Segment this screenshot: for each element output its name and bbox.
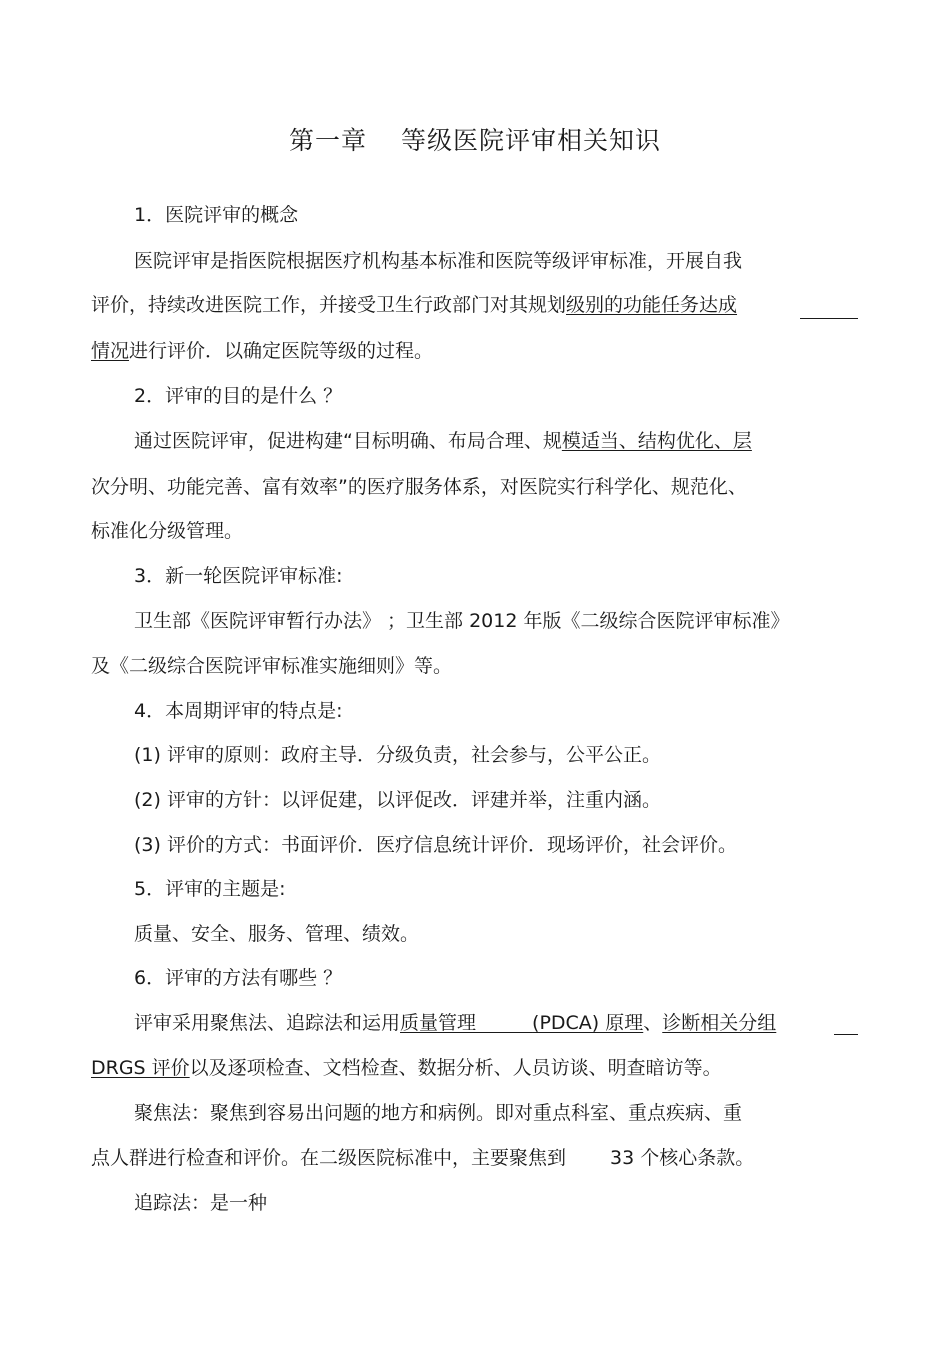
underline-rule <box>834 1034 858 1035</box>
underlined-text: 诊断相关分组 <box>662 1012 777 1034</box>
section-2-para-line-3: 标准化分级管理。 <box>91 520 244 542</box>
chapter-name: 等级医院评审相关知识 <box>401 126 662 155</box>
chapter-number: 第一章 <box>288 126 367 155</box>
section-1-heading: 1．医院评审的概念 <box>134 204 299 226</box>
section-5-para: 质量、安全、服务、管理、绩效。 <box>134 923 420 945</box>
underline-rule <box>800 318 858 319</box>
section-3-heading: 3．新一轮医院评审标准: <box>134 565 343 587</box>
section-6-para-1-line-1: 评审采用聚焦法、追踪法和运用质量管理 (PDCA) 原理、诊断相关分组 <box>134 1012 777 1034</box>
underlined-text: 质量管理 <box>400 1012 477 1034</box>
section-5-heading: 5．评审的主题是: <box>134 878 286 900</box>
section-6-para-2-line-1: 聚焦法：聚焦到容易出问题的地方和病例。即对重点科室、重点疾病、重 <box>134 1102 743 1124</box>
section-4-heading: 4．本周期评审的特点是: <box>134 700 343 722</box>
section-4-item-1: (1) 评审的原则：政府主导．分级负责，社会参与，公平公正。 <box>134 744 661 766</box>
chapter-title <box>0 124 950 158</box>
section-6-para-2-line-2: 点人群进行检查和评价。在二级医院标准中，主要聚焦到 33 个核心条款。 <box>91 1147 755 1169</box>
section-2-para-line-2: 次分明、功能完善、富有效率”的医疗服务体系，对医院实行科学化、规范化、 <box>91 476 747 498</box>
section-6-para-1-line-2: DRGS 评价以及逐项检查、文档检查、数据分析、人员访谈、明查暗访等。 <box>91 1057 722 1079</box>
section-2-heading: 2．评审的目的是什么 ？ <box>134 385 343 407</box>
section-3-para-line-1: 卫生部《医院评审暂行办法》 ；卫生部 2012 年版《二级综合医院评审标准》 <box>134 610 790 632</box>
section-4-item-3: (3) 评价的方式：书面评价．医疗信息统计评价．现场评价，社会评价。 <box>134 834 737 856</box>
section-1-para-line-3: 情况进行评价．以确定医院等级的过程。 <box>91 340 434 362</box>
section-6-para-3: 追踪法：是一种 <box>134 1192 268 1214</box>
section-2-para-line-1: 通过医院评审，促进构建“目标明确、布局合理、规模适当、结构优化、层 <box>134 430 752 452</box>
section-1-para-line-1: 医院评审是指医院根据医疗机构基本标准和医院等级评审标准，开展自我 <box>134 250 743 272</box>
underlined-text: 模适当、结构优化、层 <box>561 430 752 452</box>
section-6-heading: 6．评审的方法有哪些 ？ <box>134 967 343 989</box>
underlined-text: DRGS 评价 <box>91 1057 190 1079</box>
section-4-item-2: (2) 评审的方针：以评促建，以评促改．评建并举，注重内涵。 <box>134 789 661 811</box>
section-3-para-line-2: 及《二级综合医院评审标准实施细则》等。 <box>91 655 453 677</box>
underlined-text: 级别的功能任务达成 <box>566 294 738 316</box>
section-1-para-line-2: 评价，持续改进医院工作，并接受卫生行政部门对其规划级别的功能任务达成 <box>91 294 738 316</box>
underlined-text: (PDCA) 原理 <box>532 1012 644 1034</box>
underlined-text: 情况 <box>91 340 130 362</box>
